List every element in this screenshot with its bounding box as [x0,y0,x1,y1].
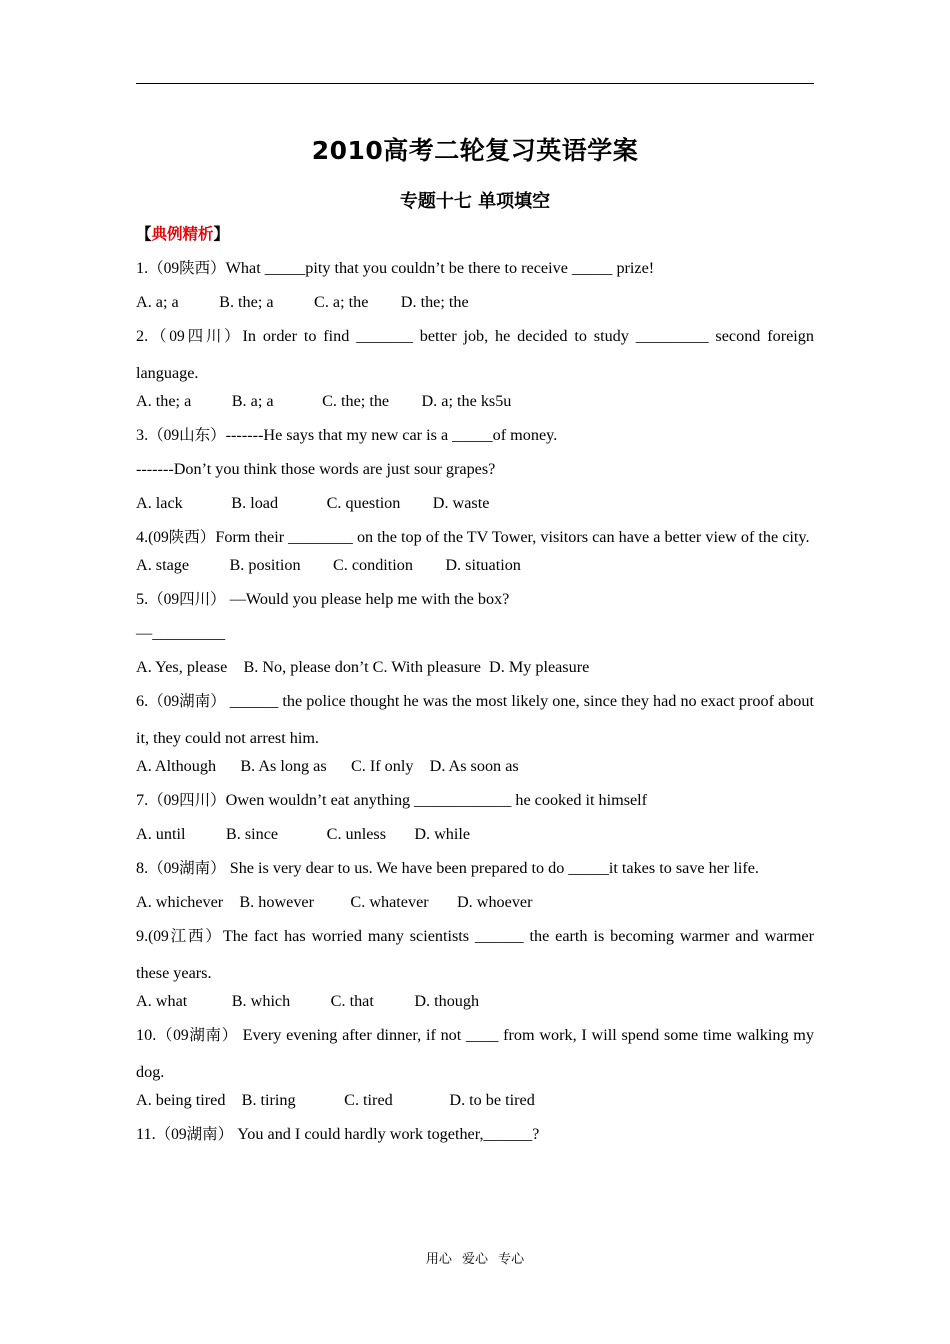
question-options: A. stage B. position C. condition D. situation [136,556,521,574]
question-options: A. until B. since C. unless D. while [136,825,471,843]
question [136,856,814,924]
question-stem: 9.(09江西）The fact has worried many scientists ______ the earth is becoming warmer and warmer these years. [136,927,814,982]
question-options: A. being tired B. tiring C. tired D. to be tired [136,1091,535,1109]
question-options: A. Yes, please B. No, please don’t C. With pleasure D. My pleasure [136,658,590,676]
question [136,788,814,856]
question-options: A. what B. which C. that D. though [136,992,480,1010]
question-stem: 5.（09四川） —Would you please help me with the box? [136,590,510,608]
question-stem: 3.（09山东）-------He says that my new car is a _____of money. [136,426,558,444]
question [136,423,814,525]
question [136,318,814,423]
question-dialogue: -------Don’t you think those words are just sour grapes? [136,460,496,478]
page-title: 2010高考二轮复习英语学案 [311,136,639,165]
question-stem: 1.（09陕西）What _____pity that you couldn’t be there to receive _____ prize! [136,259,655,277]
question [136,1017,814,1122]
page-footer: 用心 爱心 专心 [425,1252,525,1267]
question-stem: 8.（09湖南） She is very dear to us. We have been prepared to do _____it takes to save her life. [136,859,759,877]
question-stem: 11.（09湖南） You and I could hardly work together,______? [136,1125,540,1143]
question-options: A. a; a B. the; a C. a; the D. the; the [136,293,469,311]
question-options: A. Although B. As long as C. If only D. As soon as [136,757,519,775]
question-options: A. the; a B. a; a C. the; the D. a; the ks5u [136,392,512,410]
question-stem: 7.（09四川）Owen wouldn’t eat anything ____________ he cooked it himself [136,791,648,809]
question-options: A. whichever B. however C. whatever D. whoever [136,893,533,911]
section-heading-label: 典例精析 [151,225,214,243]
section-heading: 【典例精析】 [136,225,230,243]
question [136,519,814,587]
header-rule [136,83,814,84]
question [136,918,814,1023]
question-options: A. lack B. load C. question D. waste [136,494,490,512]
question [136,256,814,324]
question-dialogue: —_________ [136,624,226,642]
document-body [136,222,814,1156]
question [136,683,814,788]
question [136,587,814,689]
question-stem: 4.(09陕西）Form their ________ on the top of the TV Tower, visitors can have a better view of the city. [136,528,810,546]
page-subtitle: 专题十七 单项填空 [399,191,551,212]
question-stem: 10.（09湖南） Every evening after dinner, if not ____ from work, I will spend some time walking my dog. [136,1026,814,1081]
question-stem: 6.（09湖南） ______ the police thought he was the most likely one, since they had no exact proof about it, they could not arrest him. [136,692,814,747]
question-stem: 2.（09四川）In order to find _______ better job, he decided to study _________ second foreign language. [136,327,814,382]
question [136,1122,814,1156]
